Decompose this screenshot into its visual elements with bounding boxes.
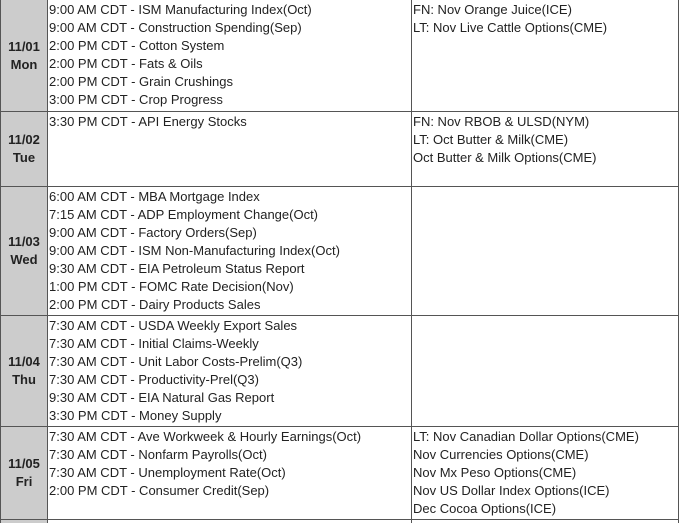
- day-weekday: Fri: [15, 474, 33, 489]
- event-item: 9:00 AM CDT - ISM Manufacturing Index(Oct): [49, 2, 312, 17]
- event-item: 9:00 AM CDT - Factory Orders(Sep): [49, 225, 257, 240]
- event-item: 7:30 AM CDT - Initial Claims-Weekly: [49, 336, 259, 351]
- expiration-item: Nov Currencies Options(CME): [413, 447, 589, 462]
- calendar-row-partial: [1, 520, 679, 523]
- expirations-cell: [412, 427, 679, 520]
- event-item: 2:00 PM CDT - Consumer Credit(Sep): [49, 483, 270, 498]
- events-cell: [48, 112, 412, 187]
- events-cell: [48, 427, 412, 520]
- day-weekday: Mon: [10, 56, 38, 72]
- calendar-row: [1, 112, 679, 187]
- calendar-row: [1, 316, 679, 427]
- event-item: 2:00 PM CDT - Cotton System: [49, 38, 225, 53]
- expiration-item: Nov US Dollar Index Options(ICE): [413, 483, 610, 498]
- expiration-item: LT: Nov Live Cattle Options(CME): [413, 20, 608, 35]
- event-item: 9:30 AM CDT - EIA Petroleum Status Report: [49, 261, 305, 276]
- day-weekday: Wed: [10, 252, 38, 267]
- event-item: 9:30 AM CDT - EIA Natural Gas Report: [49, 390, 275, 405]
- calendar-body: [1, 0, 679, 523]
- day-date: 11/02: [8, 132, 40, 147]
- day-date: 11/04: [8, 354, 40, 369]
- event-item: 7:30 AM CDT - Ave Workweek & Hourly Earnings(Oct): [49, 429, 362, 444]
- event-item: 3:30 PM CDT - Money Supply: [49, 408, 222, 423]
- day-cell: [1, 520, 48, 523]
- expiration-item: LT: Oct Butter & Milk(CME): [413, 132, 569, 147]
- calendar-row: [1, 427, 679, 520]
- event-item: 1:00 PM CDT - FOMC Rate Decision(Nov): [49, 279, 294, 294]
- event-item: 7:30 AM CDT - Productivity-Prel(Q3): [49, 372, 259, 387]
- day-weekday: Tue: [12, 150, 36, 165]
- expirations-cell: [412, 0, 679, 112]
- events-cell: [48, 187, 412, 316]
- calendar-row: [1, 0, 679, 112]
- day-cell: [1, 0, 48, 112]
- event-item: 2:00 PM CDT - Dairy Products Sales: [49, 297, 261, 312]
- expiration-item: FN: Nov Orange Juice(ICE): [413, 2, 572, 17]
- expirations-cell: [412, 316, 679, 427]
- expiration-item: Oct Butter & Milk Options(CME): [413, 150, 597, 165]
- event-item: 9:00 AM CDT - ISM Non-Manufacturing Index(Oct): [49, 243, 340, 258]
- day-weekday: Thu: [12, 372, 36, 387]
- expiration-item: FN: Nov RBOB & ULSD(NYM): [413, 114, 590, 129]
- events-cell: [48, 316, 412, 427]
- event-item: 7:15 AM CDT - ADP Employment Change(Oct): [49, 207, 319, 222]
- day-cell: [1, 316, 48, 427]
- event-item: 2:00 PM CDT - Grain Crushings: [49, 74, 233, 89]
- day-date: 11/05: [8, 456, 40, 471]
- day-cell: [1, 112, 48, 187]
- expirations-cell: [412, 520, 679, 523]
- event-item: 9:00 AM CDT - Construction Spending(Sep): [49, 20, 302, 35]
- event-item: 7:30 AM CDT - USDA Weekly Export Sales: [49, 318, 298, 333]
- expirations-cell: [412, 112, 679, 187]
- expirations-cell: [412, 187, 679, 316]
- event-item: 7:30 AM CDT - Unemployment Rate(Oct): [49, 465, 286, 480]
- day-date: 11/03: [8, 234, 40, 249]
- day-date: 11/01: [8, 38, 40, 54]
- expiration-item: Dec Cocoa Options(ICE): [413, 501, 557, 516]
- event-item: 6:00 AM CDT - MBA Mortgage Index: [49, 189, 260, 204]
- event-item: 7:30 AM CDT - Unit Labor Costs-Prelim(Q3): [49, 354, 303, 369]
- events-cell: [48, 520, 412, 523]
- day-cell: [1, 187, 48, 316]
- expiration-item: LT: Nov Canadian Dollar Options(CME): [413, 429, 639, 444]
- event-item: 7:30 AM CDT - Nonfarm Payrolls(Oct): [49, 447, 267, 462]
- event-item: 3:30 PM CDT - API Energy Stocks: [49, 114, 247, 129]
- events-cell: [48, 0, 412, 112]
- calendar-row: [1, 187, 679, 316]
- event-item: 3:00 PM CDT - Crop Progress: [49, 92, 223, 107]
- event-item: 2:00 PM CDT - Fats & Oils: [49, 56, 203, 71]
- day-cell: [1, 427, 48, 520]
- expiration-item: Nov Mx Peso Options(CME): [413, 465, 577, 480]
